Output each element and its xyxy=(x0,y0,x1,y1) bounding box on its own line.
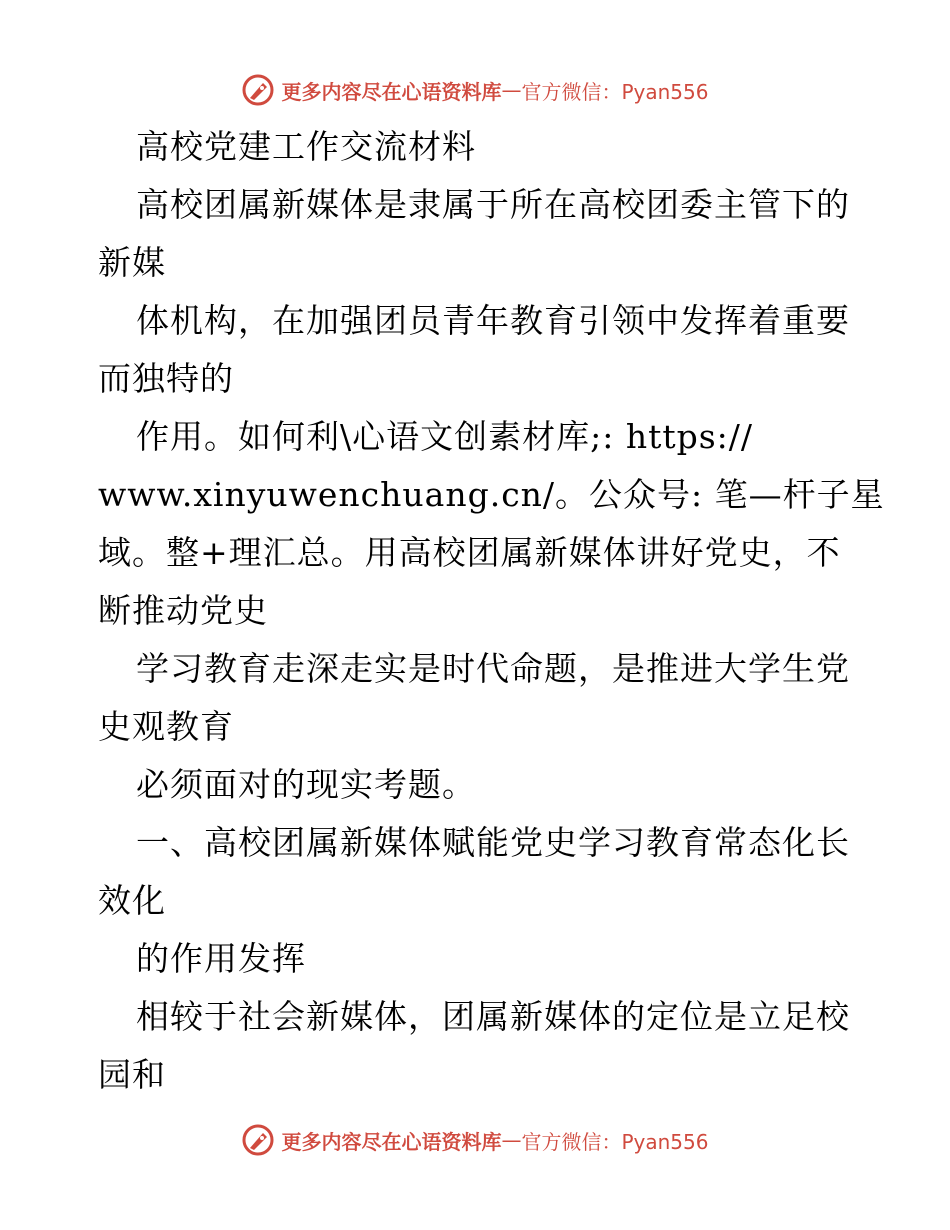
doc-line: 高校团属新媒体是隶属于所在高校团委主管下的 xyxy=(136,185,850,224)
banner-separator: — xyxy=(501,78,522,102)
banner-contact: 官方微信：Pyan556 xyxy=(521,1129,709,1154)
doc-line: 域。整+理汇总。用高校团属新媒体讲好党史，不 xyxy=(98,533,841,572)
doc-line: 新媒 xyxy=(98,243,166,282)
doc-line: www.xinyuwenchuang.cn/。公众号: 笔—杆子星 xyxy=(98,475,885,514)
pen-nib-circle-icon xyxy=(241,73,275,107)
header-banner xyxy=(0,70,950,110)
doc-line: 体机构，在加强团员青年教育引领中发挥着重要 xyxy=(136,301,850,340)
doc-line: 断推动党史 xyxy=(98,591,268,630)
banner-text: 更多内容尽在心语资料库 xyxy=(281,1129,502,1154)
doc-line: 史观教育 xyxy=(98,707,234,746)
doc-line: 必须面对的现实考题。 xyxy=(136,765,476,804)
footer-banner xyxy=(0,1120,950,1160)
banner-text: 更多内容尽在心语资料库 xyxy=(281,79,502,104)
pen-nib-circle-icon xyxy=(241,1123,275,1157)
doc-line: 效化 xyxy=(98,881,166,920)
doc-line: 作用。如何利\心语文创素材库;: https:// xyxy=(136,417,754,456)
banner-contact: 官方微信：Pyan556 xyxy=(521,79,709,104)
doc-heading: 一、高校团属新媒体赋能党史学习教育常态化长 xyxy=(136,823,850,862)
doc-line: 的作用发挥 xyxy=(136,939,306,978)
banner-separator: — xyxy=(501,1128,522,1152)
doc-line: 而独特的 xyxy=(98,359,234,398)
doc-line: 相较于社会新媒体，团属新媒体的定位是立足校 xyxy=(136,997,850,1036)
doc-line: 园和 xyxy=(98,1055,166,1094)
doc-title: 高校党建工作交流材料 xyxy=(136,127,476,166)
doc-line: 学习教育走深走实是时代命题，是推进大学生党 xyxy=(136,649,850,688)
